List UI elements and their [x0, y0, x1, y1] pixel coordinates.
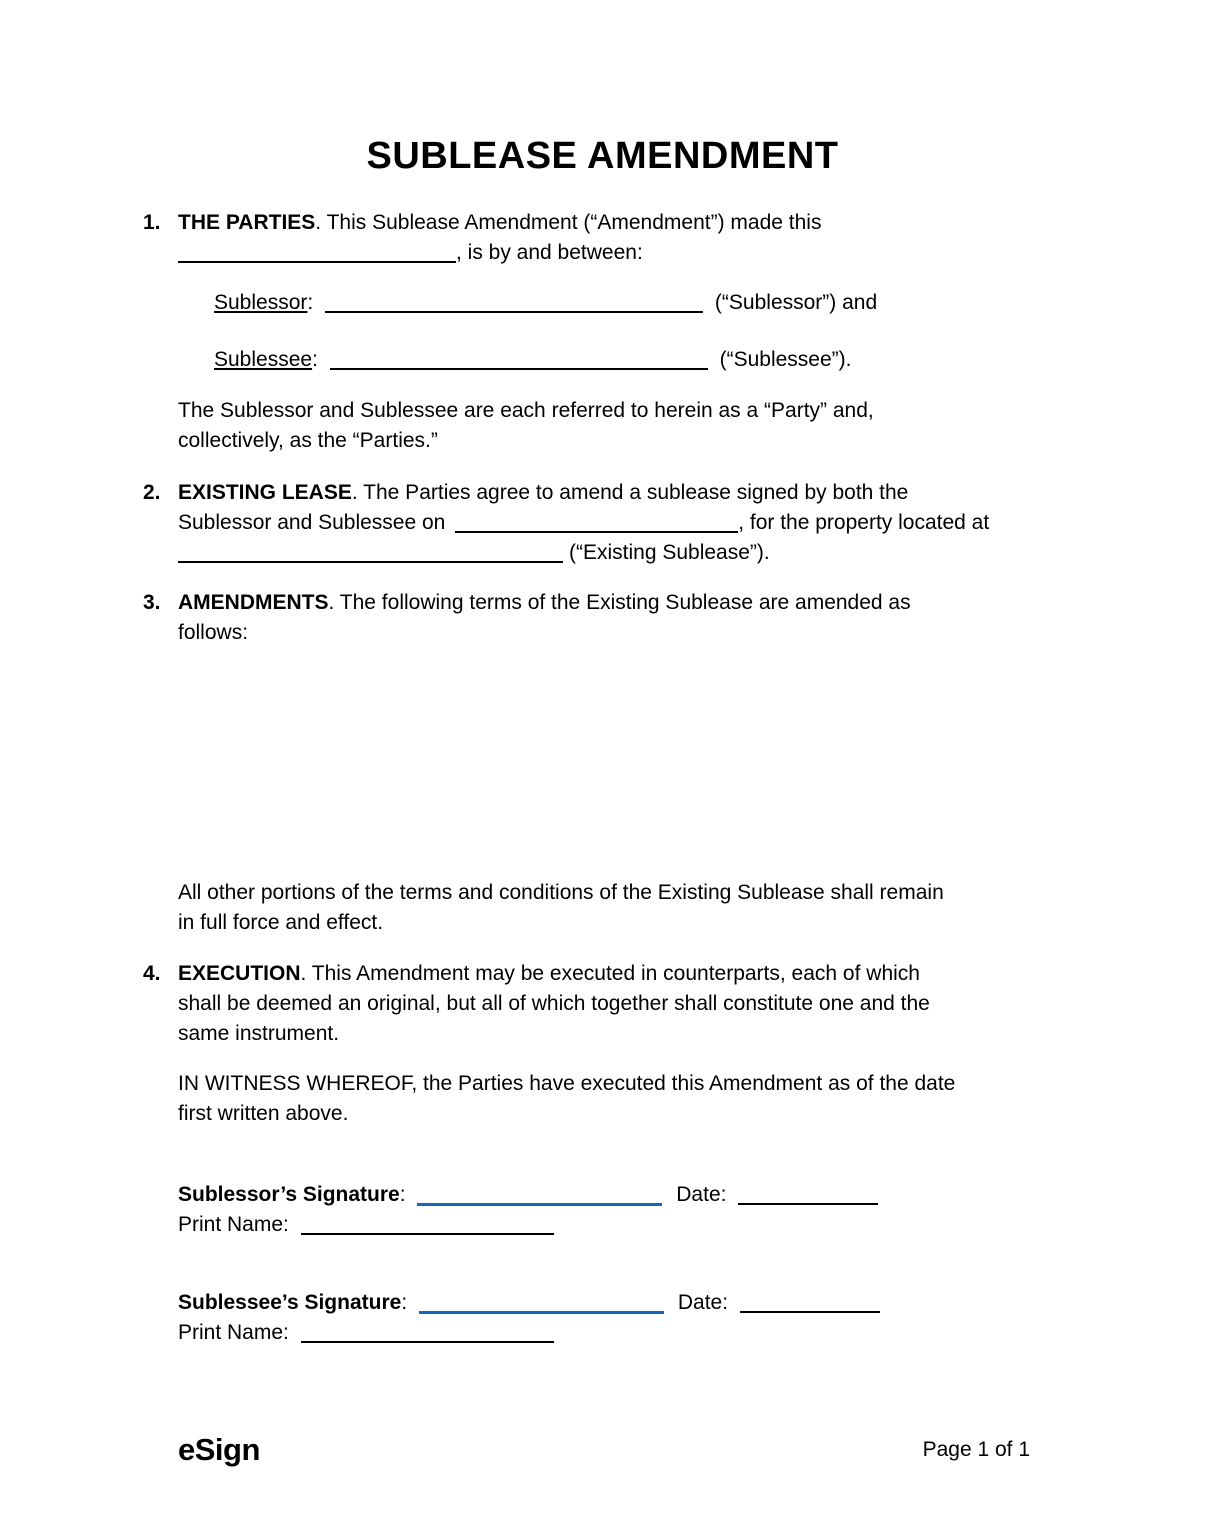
sublessee-signature-row	[178, 1288, 1065, 1318]
sublessee-row	[214, 345, 1065, 375]
sublessee-label: Sublessee	[214, 348, 313, 371]
witness-line-2: first written above.	[178, 1102, 349, 1125]
sublessor-signature-row	[178, 1180, 1065, 1210]
amendments-blank-space	[143, 648, 1065, 878]
sublessee-date-label: Date:	[677, 1291, 729, 1314]
sublessee-print-name-label: Print Name:	[178, 1321, 289, 1344]
existing-lease-text: (“Existing Sublease”).	[569, 541, 770, 564]
document-title: SUBLEASE AMENDMENT	[366, 135, 839, 177]
sublessee-colon: :	[312, 348, 318, 371]
referral-line-2: collectively, as the “Parties.”	[178, 429, 438, 452]
parties-text: . This Sublease Amendment (“Amendment”) made this	[315, 211, 822, 234]
section-execution	[143, 959, 1065, 1049]
existing-lease-text: . The Parties agree to amend a sublease signed by both the	[351, 481, 909, 504]
existing-lease-text: , for the property located at	[738, 511, 990, 534]
sublessor-row	[214, 288, 1065, 318]
amendments-text: . The following terms of the Existing Sublease are amended as	[328, 591, 911, 614]
closing-paragraph	[178, 878, 1065, 938]
existing-lease-line-1	[178, 478, 1065, 508]
section-heading: EXISTING LEASE	[178, 481, 352, 504]
closing-line-1: All other portions of the terms and conditions of the Existing Sublease shall remain	[178, 881, 944, 904]
sublessor-date-label: Date:	[676, 1183, 727, 1206]
execution-line-3: same instrument.	[178, 1022, 340, 1045]
sublessee-date-blank	[740, 1289, 880, 1313]
sublessor-label: Sublessor	[214, 291, 308, 314]
property-address-blank	[178, 539, 563, 563]
amendment-date-blank	[178, 239, 456, 263]
page-indicator: Page 1 of 1	[922, 1438, 1030, 1461]
sublessor-date-blank	[738, 1181, 878, 1205]
section-the-parties	[143, 208, 1065, 268]
lease-signed-date-blank	[455, 509, 738, 533]
section-number: 3.	[143, 591, 161, 614]
sublessee-print-name-row	[178, 1318, 1065, 1348]
witness-paragraph	[178, 1069, 1065, 1129]
sublessor-suffix: (“Sublessor”) and	[714, 291, 878, 314]
sublessor-signature-block	[178, 1180, 1065, 1240]
closing-line-2: in full force and effect.	[178, 911, 384, 934]
section-heading: THE PARTIES	[178, 211, 316, 234]
referral-paragraph	[178, 396, 1065, 456]
execution-line-2: shall be deemed an original, but all of which together shall constitute one and the	[178, 992, 930, 1015]
sublessee-suffix: (“Sublessee”).	[719, 348, 852, 371]
sublessor-print-name-label: Print Name:	[178, 1213, 289, 1236]
amendments-line-2: follows:	[178, 621, 249, 644]
sublessor-signature-label: Sublessor’s Signature	[178, 1183, 400, 1206]
section-heading: EXECUTION	[178, 962, 301, 985]
label-colon: :	[401, 1291, 408, 1314]
section-number: 2.	[143, 481, 161, 504]
parties-text: , is by and between:	[456, 241, 643, 264]
execution-text: . This Amendment may be executed in counterparts, each of which	[300, 962, 920, 985]
execution-line-1	[178, 959, 1065, 989]
existing-lease-line-2	[178, 508, 1065, 538]
sublessee-print-name-blank	[301, 1319, 554, 1343]
sublessor-colon: :	[307, 291, 314, 314]
existing-lease-text: Sublessor and Sublessee on	[178, 511, 446, 534]
section-amendments	[143, 588, 1065, 648]
parties-line-2	[178, 238, 1065, 268]
existing-lease-line-3	[178, 538, 1065, 568]
section-number: 1.	[143, 211, 161, 234]
sublessor-name-blank	[325, 289, 703, 313]
sublessor-signature-field[interactable]	[417, 1181, 662, 1206]
esign-logo: eSign	[178, 1432, 260, 1467]
referral-line-1: The Sublessor and Sublessee are each referred to herein as a “Party” and,	[178, 399, 874, 422]
section-heading: AMENDMENTS	[178, 591, 329, 614]
amendments-line-1	[178, 588, 1065, 618]
sublessor-print-name-blank	[301, 1211, 554, 1235]
sublessee-signature-label: Sublessee’s Signature	[178, 1291, 402, 1314]
sublessee-signature-field[interactable]	[419, 1289, 664, 1314]
sublessee-signature-block	[178, 1288, 1065, 1348]
sublessor-print-name-row	[178, 1210, 1065, 1240]
label-colon: :	[399, 1183, 406, 1206]
document-content	[0, 208, 1205, 1348]
witness-line-1: IN WITNESS WHEREOF, the Parties have executed this Amendment as of the date	[178, 1072, 956, 1095]
parties-line-1	[178, 208, 1065, 238]
section-number: 4.	[143, 962, 161, 985]
sublessee-name-blank	[330, 346, 708, 370]
section-existing-lease	[143, 478, 1065, 568]
